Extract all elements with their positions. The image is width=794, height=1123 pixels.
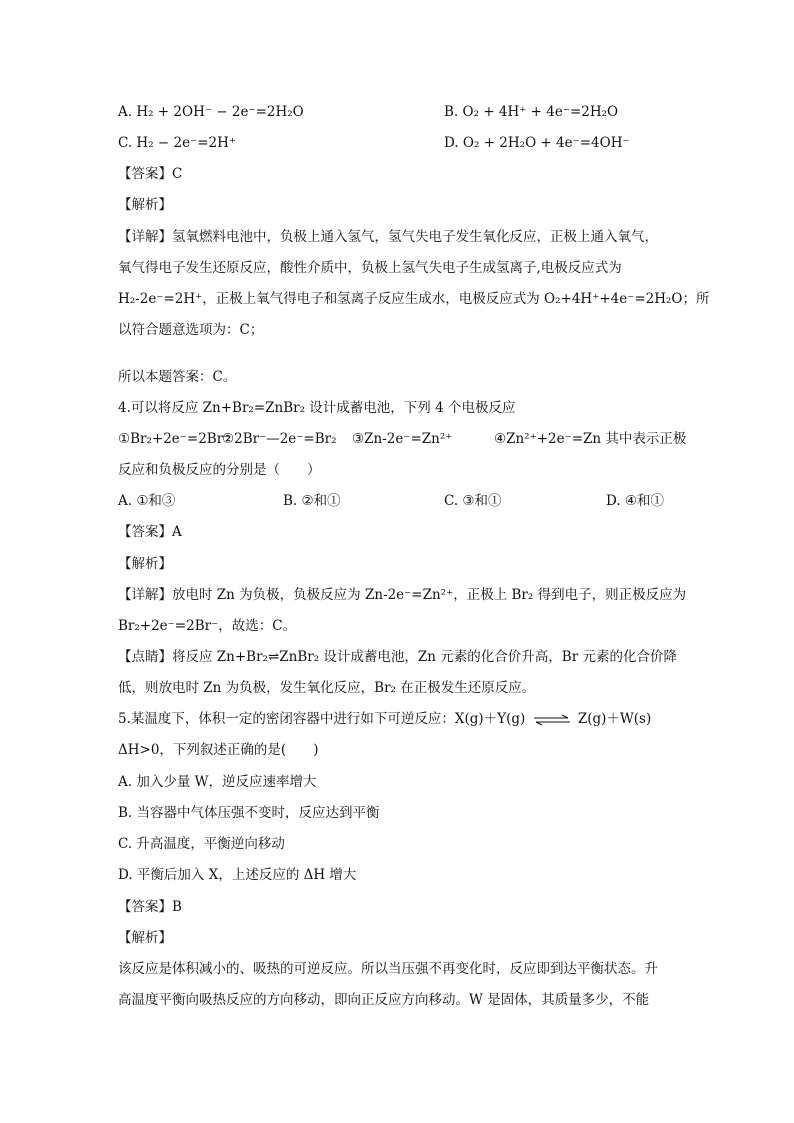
q3-detail-line-3: H₂-2e⁻=2H⁺，正极上氧气得电子和氢离子反应生成水，电极反应式为 O₂+4H⁺+4e⁻=2H₂O；所: [118, 291, 710, 307]
q4-detail-line-2: Br₂+2e⁻=2Br⁻，故选：C。: [118, 618, 297, 634]
q3-detail-line-2: 氧气得电子发生还原反应，酸性介质中，负极上氢气失电子生成氢离子,电极反应式为: [118, 260, 622, 276]
q4-option-a: A. ①和③: [118, 493, 176, 509]
q4-reaction-1: ①Br₂+2e⁻=2Br⁻: [118, 431, 231, 447]
q3-option-a: A. H₂ + 2OH⁻ − 2e⁻=2H₂O: [118, 104, 304, 120]
q4-reaction-3: ③Zn-2e⁻=Zn²⁺: [352, 431, 453, 447]
q4-analysis-heading: 【解析】: [118, 556, 172, 572]
q3-option-c: C. H₂ − 2e⁻=2H⁺: [118, 135, 237, 151]
q5-stem-products: Z(g)＋W(s): [577, 711, 652, 727]
q3-conclusion: 所以本题答案：C。: [118, 369, 237, 385]
q5-stem-reactants: 5.某温度下，体积一定的密闭容器中进行如下可逆反应：X(g)＋Y(g): [118, 711, 526, 727]
q4-option-c: C. ③和①: [444, 493, 502, 509]
q5-analysis-heading: 【解析】: [118, 930, 172, 946]
q4-stem-line-3: 反应和负极反应的分别是（ ）: [118, 462, 321, 478]
q5-stem-line-1: [118, 709, 651, 729]
q4-option-d: D. ④和①: [606, 493, 665, 509]
q5-answer: 【答案】B: [118, 899, 182, 915]
q3-detail-line-1: 【详解】氢氧燃料电池中，负极上通入氢气，氢气失电子发生氧化反应，正极上通入氧气，: [118, 229, 658, 245]
q4-reaction-2: ②2Br⁻—2e⁻=Br₂: [222, 431, 337, 447]
q4-answer: 【答案】A: [118, 524, 182, 540]
q5-option-b: B. 当容器中气体压强不变时，反应达到平衡: [118, 805, 380, 821]
q5-stem-line-2: ΔH>0，下列叙述正确的是( ): [118, 742, 319, 758]
q4-option-b: B. ②和①: [283, 493, 341, 509]
equilibrium-arrow-icon: [532, 714, 572, 726]
q3-detail-line-4: 以符合题意选项为：C；: [118, 322, 264, 338]
q4-note-line-2: 低，则放电时 Zn 为负极，发生氧化反应，Br₂ 在正极发生还原反应。: [118, 680, 536, 696]
q5-option-c: C. 升高温度，平衡逆向移动: [118, 836, 285, 852]
q3-option-b: B. O₂ + 4H⁺ + 4e⁻=2H₂O: [444, 104, 619, 120]
q4-stem-line-1: 4.可以将反应 Zn+Br₂=ZnBr₂ 设计成蓄电池，下列 4 个电极反应: [118, 400, 516, 416]
q5-detail-line-1: 该反应是体积减小的、吸热的可逆反应。所以当压强不再变化时，反应即到达平衡状态。升: [118, 961, 658, 977]
q4-note-line-1: 【点睛】将反应 Zn+Br₂⇌ZnBr₂ 设计成蓄电池，Zn 元素的化合价升高，Br 元素的化合价降: [118, 649, 677, 665]
q5-option-a: A. 加入少量 W，逆反应速率增大: [118, 774, 317, 790]
q4-detail-line-1: 【详解】放电时 Zn 为负极，负极反应为 Zn-2e⁻=Zn²⁺，正极上 Br₂ 得到电子，则正极反应为: [118, 587, 687, 603]
q3-answer: 【答案】C: [118, 166, 183, 182]
q5-detail-line-2: 高温度平衡向吸热反应的方向移动，即向正反应方向移动。W 是固体，其质量多少，不能: [118, 992, 650, 1008]
q3-option-d: D. O₂ + 2H₂O + 4e⁻=4OH⁻: [444, 135, 630, 151]
q3-analysis-heading: 【解析】: [118, 197, 172, 213]
q5-option-d: D. 平衡后加入 X，上述反应的 ΔH 增大: [118, 867, 357, 883]
q4-reaction-4: ④Zn²⁺+2e⁻=Zn 其中表示正极: [494, 431, 687, 447]
